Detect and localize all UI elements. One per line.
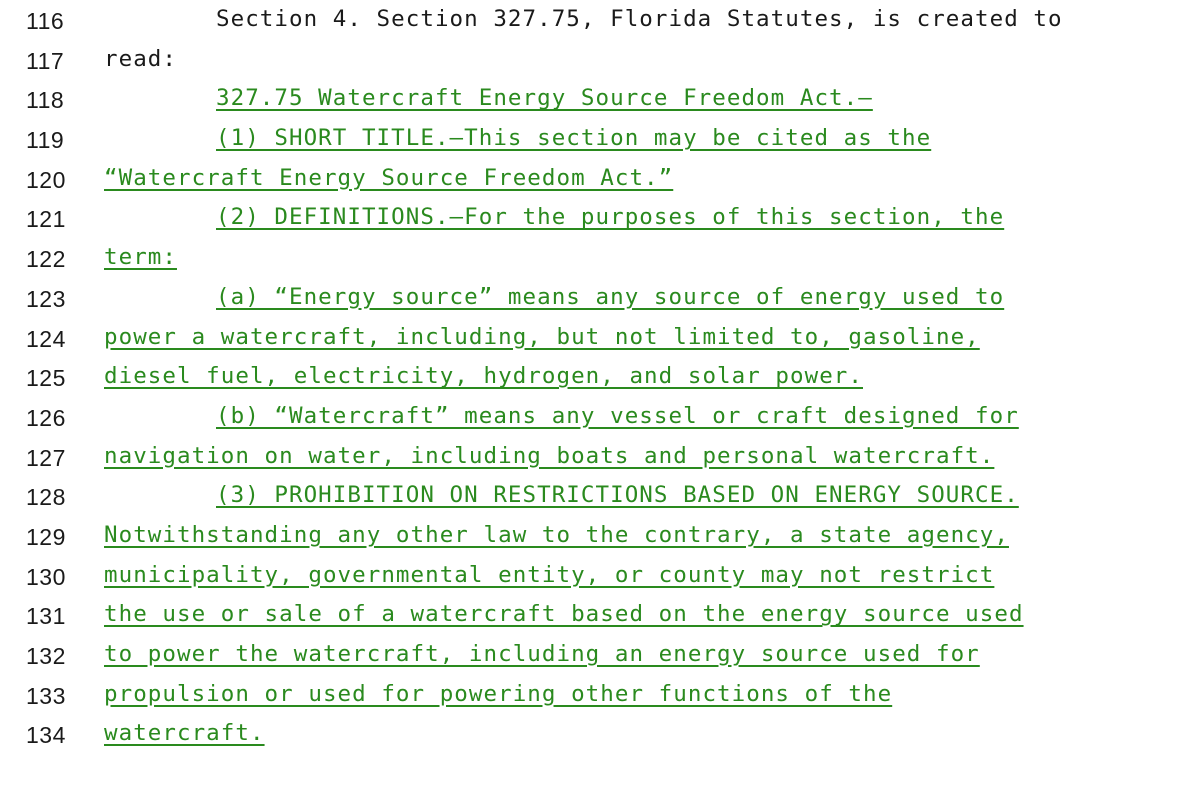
bill-line: [0, 322, 1178, 362]
inserted-line-text: to power the watercraft, including an energy source used for: [104, 641, 980, 667]
bill-line: [0, 242, 1178, 282]
line-text: read:: [104, 45, 177, 72]
line-number: 126: [26, 404, 66, 431]
inserted-line-text: (1) SHORT TITLE.—This section may be cited as the: [216, 125, 932, 152]
bill-line: [0, 639, 1178, 679]
inserted-line-text: propulsion or used for powering other functions of the: [104, 680, 893, 707]
bill-line: [0, 480, 1178, 520]
line-number: 121: [26, 206, 66, 233]
inserted-line-text: watercraft.: [104, 720, 265, 747]
line-number: 124: [26, 325, 66, 352]
line-number: 133: [26, 682, 66, 709]
bill-line: [0, 520, 1178, 560]
bill-line: [0, 4, 1178, 44]
inserted-line-text: (b) “Watercraft” means any vessel or craft designed for: [216, 402, 1019, 429]
line-number: 132: [26, 643, 66, 669]
line-number: 120: [26, 166, 66, 193]
inserted-line-text: navigation on water, including boats and personal watercraft.: [104, 442, 995, 469]
inserted-line-text: “Watercraft Energy Source Freedom Act.”: [104, 164, 674, 191]
inserted-line-text: municipality, governmental entity, or county may not restrict: [104, 561, 995, 588]
line-number: 134: [26, 722, 66, 749]
line-number: 116: [26, 8, 65, 34]
bill-line: [0, 401, 1178, 441]
line-number: 127: [26, 444, 66, 471]
bill-line: [0, 123, 1178, 163]
bill-line: [0, 679, 1178, 719]
line-text: Section 4. Section 327.75, Florida Statutes, is created to: [216, 6, 1063, 32]
bill-line: [0, 718, 1178, 758]
inserted-line-text: the use or sale of a watercraft based on the energy source used: [104, 601, 1024, 628]
inserted-line-text: (2) DEFINITIONS.—For the purposes of this section, the: [216, 204, 1005, 231]
inserted-line-text: (a) “Energy source” means any source of energy used to: [216, 283, 1005, 310]
inserted-line-text: 327.75 Watercraft Energy Source Freedom Act.—: [216, 85, 873, 112]
inserted-line-text: Notwithstanding any other law to the contrary, a state agency,: [104, 521, 1009, 548]
bill-text-document: [0, 4, 1178, 758]
line-number: 119: [26, 127, 65, 154]
bill-line: [0, 599, 1178, 639]
inserted-line-text: term:: [104, 244, 177, 271]
line-number: 129: [26, 523, 66, 550]
inserted-line-text: diesel fuel, electricity, hydrogen, and solar power.: [104, 363, 863, 390]
bill-line: [0, 441, 1178, 481]
line-number: 128: [26, 484, 66, 511]
bill-line: [0, 83, 1178, 123]
line-number: 117: [26, 47, 65, 74]
bill-line: [0, 361, 1178, 401]
line-number: 122: [26, 246, 66, 273]
bill-line: [0, 44, 1178, 84]
line-number: 131: [26, 603, 66, 630]
bill-line: [0, 163, 1178, 203]
bill-line: [0, 202, 1178, 242]
bill-line: [0, 560, 1178, 600]
line-number: 123: [26, 285, 66, 312]
line-number: 118: [26, 87, 65, 114]
line-number: 125: [26, 365, 66, 392]
line-number: 130: [26, 563, 66, 590]
inserted-line-text: power a watercraft, including, but not limited to, gasoline,: [104, 323, 980, 350]
bill-line: [0, 282, 1178, 322]
inserted-line-text: (3) PROHIBITION ON RESTRICTIONS BASED ON ENERGY SOURCE.: [216, 482, 1019, 509]
